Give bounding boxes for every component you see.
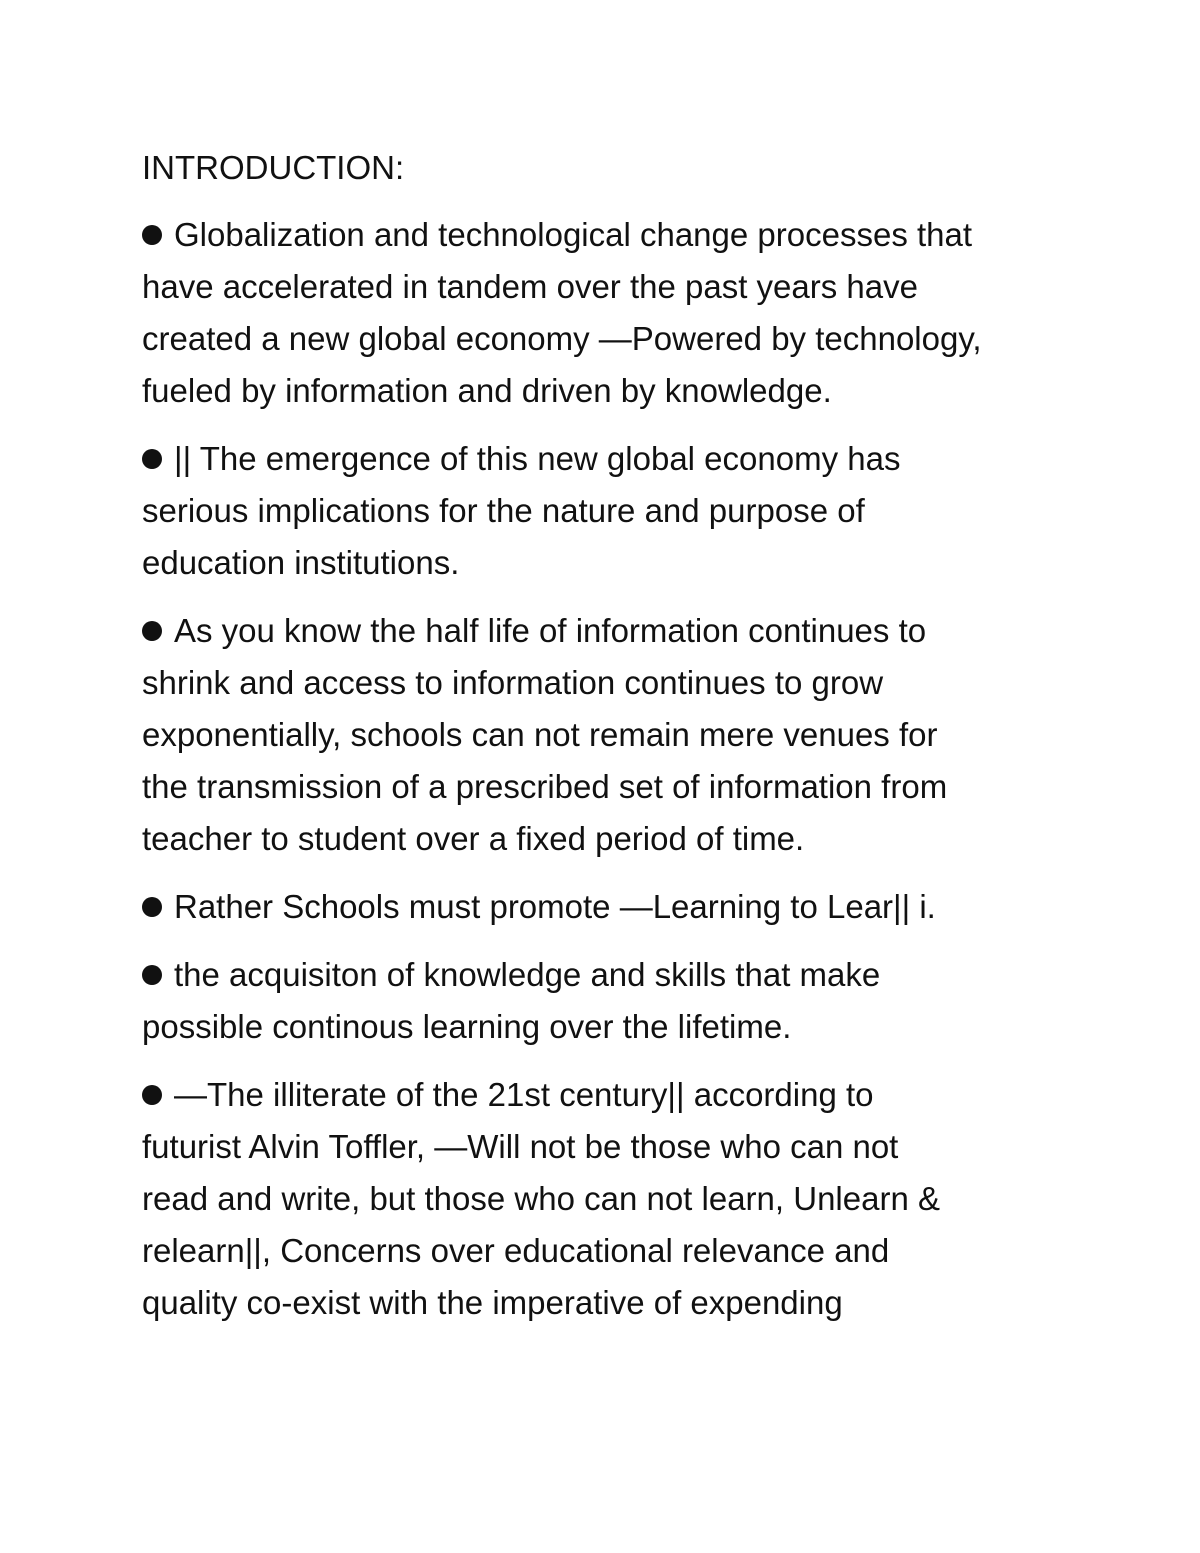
- bullet-paragraph: [142, 433, 1102, 589]
- text-line: possible continous learning over the lifetime.: [142, 1008, 792, 1045]
- text-line: || The emergence of this new global economy has: [174, 440, 901, 477]
- text-line: As you know the half life of information continues to: [174, 612, 927, 649]
- text-line: shrink and access to information continues to grow: [142, 664, 884, 701]
- section-heading: INTRODUCTION:: [142, 149, 405, 186]
- text-line: fueled by information and driven by knowledge.: [142, 372, 832, 409]
- text-line: serious implications for the nature and purpose of: [142, 492, 865, 529]
- text-line: the acquisiton of knowledge and skills that make: [174, 956, 881, 993]
- text-line: read and write, but those who can not learn, Unlearn &: [142, 1180, 940, 1217]
- text-line: futurist Alvin Toffler, —Will not be those who can not: [142, 1128, 899, 1165]
- text-line: education institutions.: [142, 544, 460, 581]
- bullet-icon: [142, 897, 162, 917]
- text-line: created a new global economy —Powered by technology,: [142, 320, 982, 357]
- bullet-icon: [142, 449, 162, 469]
- text-line: have accelerated in tandem over the past years have: [142, 268, 918, 305]
- text-line: relearn||, Concerns over educational relevance and: [142, 1232, 890, 1269]
- text-line: —The illiterate of the 21st century|| according to: [174, 1076, 874, 1113]
- text-line: the transmission of a prescribed set of information from: [142, 768, 948, 805]
- bullet-icon: [142, 965, 162, 985]
- bullet-icon: [142, 225, 162, 245]
- bullet-paragraph: [142, 949, 1102, 1053]
- text-line: Rather Schools must promote —Learning to Lear|| i.: [174, 888, 936, 925]
- document-body: [142, 142, 1102, 1345]
- bullet-paragraph: [142, 881, 1102, 933]
- text-line: teacher to student over a fixed period of time.: [142, 820, 805, 857]
- bullet-paragraph: [142, 209, 1102, 417]
- text-line: quality co-exist with the imperative of expending: [142, 1284, 843, 1321]
- bullet-paragraph: [142, 605, 1102, 865]
- bullet-icon: [142, 1085, 162, 1105]
- text-line: exponentially, schools can not remain mere venues for: [142, 716, 938, 753]
- bullet-icon: [142, 621, 162, 641]
- text-line: Globalization and technological change processes that: [174, 216, 973, 253]
- bullet-paragraph: [142, 1069, 1102, 1329]
